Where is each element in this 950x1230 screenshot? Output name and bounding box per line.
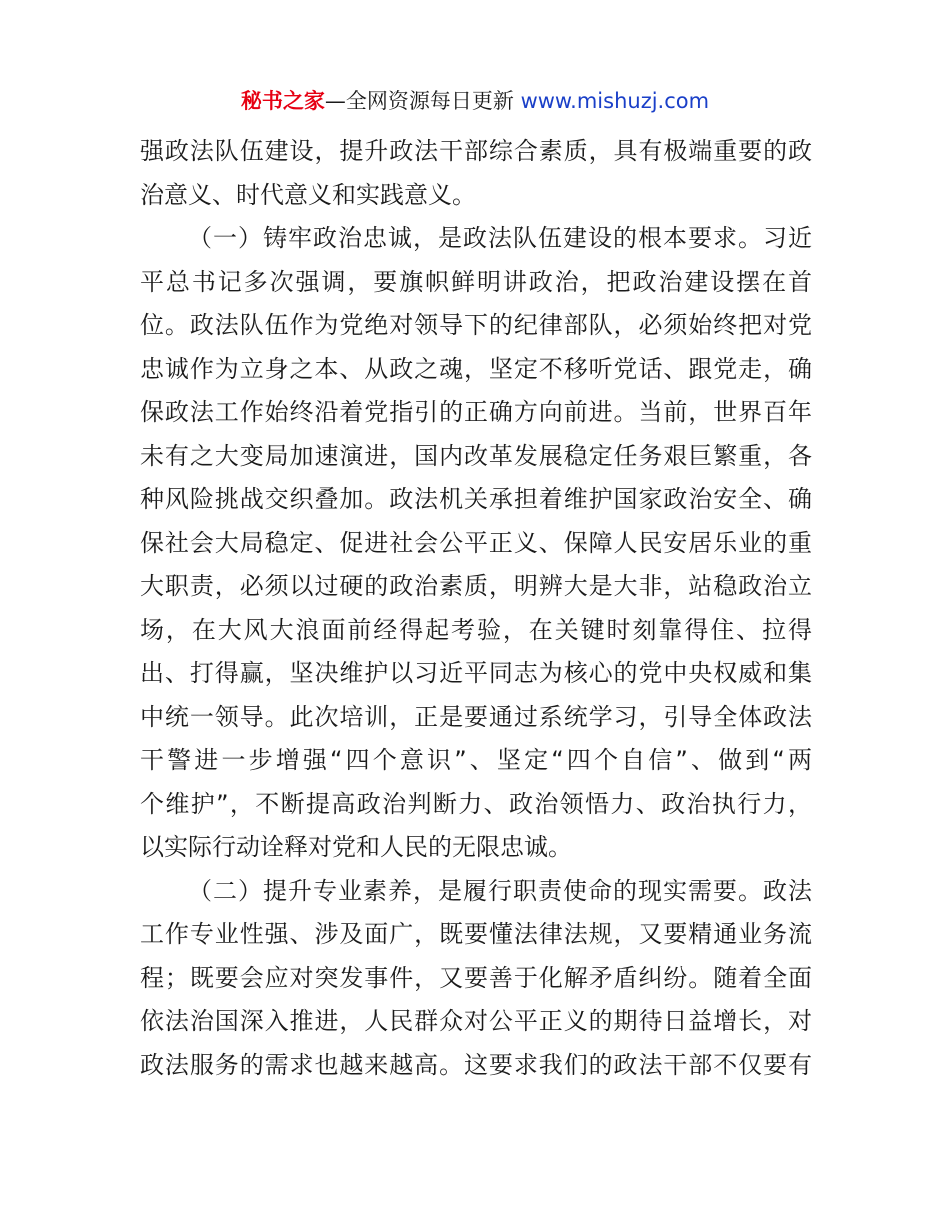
text-line: 大职责，必须以过硬的政治素质，明辨大是大非，站稳政治立 xyxy=(140,572,812,600)
text-line: 平总书记多次强调，要旗帜鲜明讲政治，把政治建设摆在首 xyxy=(140,267,812,296)
text-line: 政法服务的需求也越来越高。这要求我们的政法干部不仅要有 xyxy=(140,1050,812,1079)
text-line: 位。政法队伍作为党绝对领导下的纪律部队，必须始终把对党 xyxy=(140,311,812,339)
text-line: 保社会大局稳定、促进社会公平正义、保障人民安居乐业的重 xyxy=(140,528,812,557)
text-line: 依法治国深入推进，人民群众对公平正义的期待日益增长，对 xyxy=(140,1007,812,1035)
text-line: （二）提升专业素养，是履行职责使命的现实需要。政法 xyxy=(188,876,812,905)
document-body xyxy=(140,130,812,1087)
text-line: 中统一领导。此次培训，正是要通过系统学习，引导全体政法 xyxy=(140,702,812,731)
paragraph-section-2 xyxy=(140,870,812,1088)
text-line: 强政法队伍建设，提升政法干部综合素质，具有极端重要的政 xyxy=(140,137,812,165)
text-line: 出、打得赢，坚决维护以习近平同志为核心的党中央权威和集 xyxy=(140,659,812,687)
text-line: 以实际行动诠释对党和人民的无限忠诚。 xyxy=(140,833,572,861)
text-line: 忠诚作为立身之本、从政之魂，坚定不移听党话、跟党走，确 xyxy=(140,354,812,383)
text-line: 治意义、时代意义和实践意义。 xyxy=(140,180,476,209)
text-line: 保政法工作始终沿着党指引的正确方向前进。当前，世界百年 xyxy=(140,398,812,426)
text-line: （一）铸牢政治忠诚，是政法队伍建设的根本要求。习近 xyxy=(188,224,812,252)
text-line: 工作专业性强、涉及面广，既要懂法律法规，又要精通业务流 xyxy=(140,920,812,948)
paragraph-intro-continued xyxy=(140,130,812,217)
header-tagline: —全网资源每日更新 xyxy=(324,89,521,113)
text-line: 种风险挑战交织叠加。政法机关承担着维护国家政治安全、确 xyxy=(140,485,812,513)
text-line: 程；既要会应对突发事件，又要善于化解矛盾纠纷。随着全面 xyxy=(140,963,812,992)
brand-name: 秘书之家 xyxy=(240,89,325,113)
text-line: 场，在大风大浪面前经得起考验，在关键时刻靠得住、拉得 xyxy=(140,615,812,644)
text-line: 未有之大变局加速演进，国内改革发展稳定任务艰巨繁重，各 xyxy=(140,441,812,470)
paragraph-section-1 xyxy=(140,217,812,870)
site-url-link[interactable]: www.mishuzj.com xyxy=(520,89,710,113)
text-line: 个维护”，不断提高政治判断力、政治领悟力、政治执行力， xyxy=(140,789,812,818)
text-line: 干警进一步增强“四个意识”、坚定“四个自信”、做到“两 xyxy=(140,746,812,774)
site-header xyxy=(0,86,950,116)
